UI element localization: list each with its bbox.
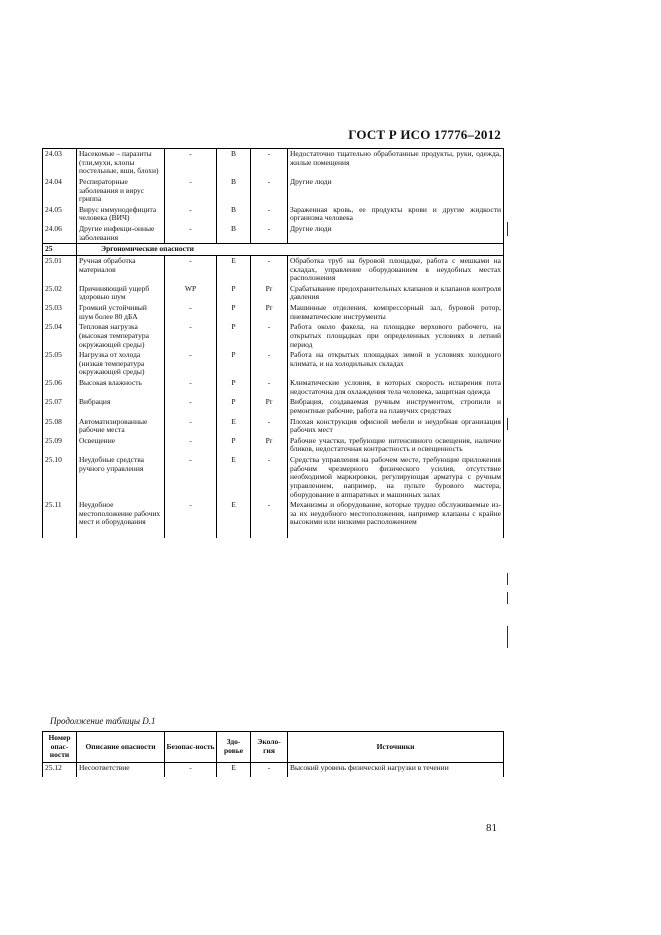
cell-sources: Другие люди bbox=[288, 224, 504, 244]
cell-ecology: - bbox=[251, 500, 288, 538]
cell-health: В bbox=[217, 177, 251, 205]
cell-sources: Недостаточно тщательно обработанные продукты, руки, одежда, жилые помещения bbox=[288, 149, 504, 177]
cell-ecology: - bbox=[251, 762, 288, 777]
table-row bbox=[43, 762, 504, 777]
cell-safety: - bbox=[165, 177, 217, 205]
cell-sources: Работа около факела, на площадке верхового рабочего, на открытых площадках при определенных условиях в летний период bbox=[288, 322, 504, 350]
group-title: Эргономические опасности bbox=[77, 244, 504, 256]
cell-desc: Вибрация bbox=[77, 397, 165, 416]
cell-health: Е bbox=[217, 762, 251, 777]
hazards-table bbox=[42, 148, 504, 538]
document-header: ГОСТ Р ИСО 17776–2012 bbox=[348, 127, 501, 142]
table-row bbox=[43, 255, 504, 283]
cell-ecology: - bbox=[251, 322, 288, 350]
cell-sources: Средства управления на рабочем месте, требующие приложения рабочим чрезмерного физического усилия, отсутствие необходимой маркировки, регулирующая арматура с ручным управлением, например, на пульте бурового мастера, оборудование в аппаратных и машинных залах bbox=[288, 455, 504, 500]
cell-ecology: - bbox=[251, 378, 288, 397]
cell-num: 25.08 bbox=[43, 417, 77, 436]
cell-desc: Респираторные заболевания и вирус гриппа bbox=[77, 177, 165, 205]
cell-health: Р bbox=[217, 284, 251, 303]
cell-health: Р bbox=[217, 436, 251, 455]
cell-health: Е bbox=[217, 455, 251, 500]
cell-desc: Причиняющий ущерб здоровью шум bbox=[77, 284, 165, 303]
cell-ecology: - bbox=[251, 255, 288, 283]
table-row bbox=[43, 417, 504, 436]
table-row bbox=[43, 350, 504, 378]
cell-ecology: Рr bbox=[251, 436, 288, 455]
cell-safety: - bbox=[165, 378, 217, 397]
table-row bbox=[43, 284, 504, 303]
group-num: 25 bbox=[43, 244, 77, 256]
margin-mark bbox=[507, 626, 508, 648]
header-num: Номер опас-ности bbox=[43, 732, 77, 763]
cell-num: 24.04 bbox=[43, 177, 77, 205]
cell-ecology: - bbox=[251, 417, 288, 436]
cell-sources: Климатические условия, в которых скорость испарения пота недостаточна для охлаждения тела человека, защитная одежда bbox=[288, 378, 504, 397]
cell-sources: Механизмы и оборудование, которые трудно обслуживаемые из-за их неудобного местоположения, например клапаны с крайне высокими или низкими расположением bbox=[288, 500, 504, 538]
cell-desc: Нагрузка от холода (низкая температура окружающей среды) bbox=[77, 350, 165, 378]
cell-ecology: - bbox=[251, 350, 288, 378]
cell-safety: - bbox=[165, 455, 217, 500]
cell-safety: - bbox=[165, 436, 217, 455]
cell-sources: Высокий уровень физической нагрузки в течении bbox=[288, 762, 504, 777]
cell-sources: Зараженная кровь, ее продукты крови и другие жидкости организма человека bbox=[288, 205, 504, 224]
group-row bbox=[43, 244, 504, 256]
cell-ecology: Рr bbox=[251, 284, 288, 303]
cell-safety: - bbox=[165, 205, 217, 224]
table-row bbox=[43, 397, 504, 416]
header-sources: Источники bbox=[288, 732, 504, 763]
margin-mark bbox=[507, 418, 508, 430]
cell-desc: Тепловая нагрузка (высокая температура окружающей среды) bbox=[77, 322, 165, 350]
cell-desc: Несоответствие bbox=[77, 762, 165, 777]
cell-num: 25.07 bbox=[43, 397, 77, 416]
table-row bbox=[43, 322, 504, 350]
cell-num: 25.03 bbox=[43, 303, 77, 322]
cell-num: 25.12 bbox=[43, 762, 77, 777]
cell-sources: Плохая конструкция офисной мебели и неудобная организация рабочих мест bbox=[288, 417, 504, 436]
cell-num: 25.09 bbox=[43, 436, 77, 455]
cell-sources: Машинные отделения, компрессорный зал, буровой ротор, пневматические инструменты bbox=[288, 303, 504, 322]
cell-health: Е bbox=[217, 255, 251, 283]
cell-safety: - bbox=[165, 417, 217, 436]
cell-safety: WP bbox=[165, 284, 217, 303]
cell-safety: - bbox=[165, 224, 217, 244]
cell-safety: - bbox=[165, 762, 217, 777]
table-row bbox=[43, 205, 504, 224]
cell-ecology: - bbox=[251, 205, 288, 224]
cell-desc: Насекомые – паразиты (тли,мухи, клопы постельные, вши, блохи) bbox=[77, 149, 165, 177]
cell-num: 25.11 bbox=[43, 500, 77, 538]
cell-ecology: Рr bbox=[251, 397, 288, 416]
cell-health: В bbox=[217, 224, 251, 244]
cell-health: Е bbox=[217, 417, 251, 436]
cell-sources: Другие люди bbox=[288, 177, 504, 205]
cell-safety: - bbox=[165, 397, 217, 416]
table-row bbox=[43, 149, 504, 177]
cell-safety: - bbox=[165, 149, 217, 177]
cell-num: 24.03 bbox=[43, 149, 77, 177]
cell-sources: Обработка труб на буровой площадке, работа с мешками на складах, управление оборудованием в неудобных местах расположения bbox=[288, 255, 504, 283]
cell-desc: Освещение bbox=[77, 436, 165, 455]
table-header-row bbox=[43, 732, 504, 763]
cell-ecology: - bbox=[251, 455, 288, 500]
cell-num: 25.05 bbox=[43, 350, 77, 378]
cell-num: 24.06 bbox=[43, 224, 77, 244]
cell-health: В bbox=[217, 149, 251, 177]
cell-desc: Неудобное местоположение рабочих мест и оборудования bbox=[77, 500, 165, 538]
cell-health: Р bbox=[217, 397, 251, 416]
cell-num: 25.06 bbox=[43, 378, 77, 397]
cell-sources: Срабатывание предохранительных клапанов и клапанов контроля давления bbox=[288, 284, 504, 303]
cell-num: 25.10 bbox=[43, 455, 77, 500]
margin-mark bbox=[507, 222, 508, 236]
cell-num: 25.02 bbox=[43, 284, 77, 303]
cell-desc: Ручная обработка материалов bbox=[77, 255, 165, 283]
cell-ecology: - bbox=[251, 149, 288, 177]
cell-ecology: - bbox=[251, 177, 288, 205]
cell-health: Р bbox=[217, 322, 251, 350]
cell-safety: - bbox=[165, 350, 217, 378]
cell-health: Р bbox=[217, 303, 251, 322]
cell-desc: Вирус иммунодефицита человека (ВИЧ) bbox=[77, 205, 165, 224]
margin-mark bbox=[507, 573, 508, 585]
table-continuation-caption: Продолжение таблицы D.1 bbox=[50, 716, 156, 726]
table-row bbox=[43, 455, 504, 500]
cell-safety: - bbox=[165, 303, 217, 322]
cell-desc: Автоматизированные рабочие места bbox=[77, 417, 165, 436]
table-row bbox=[43, 224, 504, 244]
cell-sources: Работа на открытых площадках зимой в условиях холодного климата, и на холодильных складах bbox=[288, 350, 504, 378]
continuation-table bbox=[42, 731, 504, 777]
cell-num: 25.01 bbox=[43, 255, 77, 283]
cell-desc: Неудобные средства ручного управления bbox=[77, 455, 165, 500]
table-row bbox=[43, 177, 504, 205]
cell-num: 24.05 bbox=[43, 205, 77, 224]
cell-ecology: Рr bbox=[251, 303, 288, 322]
cell-desc: Другие инфекци-онные заболевания bbox=[77, 224, 165, 244]
cell-health: Р bbox=[217, 350, 251, 378]
cell-num: 25.04 bbox=[43, 322, 77, 350]
margin-mark bbox=[507, 592, 508, 604]
cell-safety: - bbox=[165, 322, 217, 350]
header-desc: Описание опасности bbox=[77, 732, 165, 763]
cell-ecology: - bbox=[251, 224, 288, 244]
cell-desc: Высокая влажность bbox=[77, 378, 165, 397]
table-row bbox=[43, 378, 504, 397]
cell-safety: - bbox=[165, 500, 217, 538]
cell-desc: Громкий устойчивый шум более 80 дБА bbox=[77, 303, 165, 322]
cell-health: В bbox=[217, 205, 251, 224]
cell-sources: Вибрация, создаваемая ручным инструментом, стропили и ремонтные рабочие, работа на плавучих средствах bbox=[288, 397, 504, 416]
cell-safety: - bbox=[165, 255, 217, 283]
table-row bbox=[43, 303, 504, 322]
page-number: 81 bbox=[486, 822, 497, 834]
header-safety: Безопас-ность bbox=[165, 732, 217, 763]
cell-health: Р bbox=[217, 378, 251, 397]
table-row bbox=[43, 500, 504, 538]
header-ecology: Эколо-гия bbox=[251, 732, 288, 763]
cell-health: Е bbox=[217, 500, 251, 538]
cell-sources: Рабочие участки, требующие интенсивного освещения, наличие бликов, недостаточная контрастность и освещенность bbox=[288, 436, 504, 455]
header-health: Здо-ровье bbox=[217, 732, 251, 763]
table-row bbox=[43, 436, 504, 455]
